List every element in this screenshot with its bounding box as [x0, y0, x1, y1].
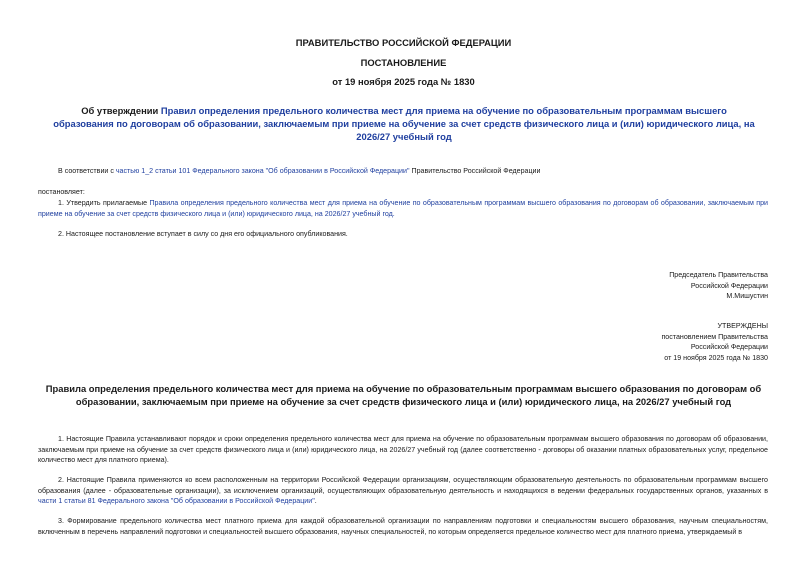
approval-country: Российской Федерации [690, 343, 768, 351]
signature-position: Председатель Правительства [669, 271, 768, 279]
title-prefix: Об утверждении [81, 105, 161, 116]
signature-name: М.Мишустин [726, 292, 768, 300]
approval-heading: УТВЕРЖДЕНЫ [717, 322, 768, 330]
approval-by: постановлением Правительства [661, 332, 768, 341]
law-article-81-link[interactable]: части 1 статьи 81 Федерального закона "Об образовании в Российской Федерации" [38, 497, 315, 505]
signature-block [669, 270, 768, 302]
document-type: ПОСТАНОВЛЕНИЕ [360, 57, 447, 68]
item-1 [38, 198, 768, 219]
resolves-text: постановляет: [38, 188, 85, 196]
government-heading: ПРАВИТЕЛЬСТВО РОССИЙСКОЙ ФЕДЕРАЦИИ [295, 37, 512, 48]
document-date-number: от 19 ноября 2025 года № 1830 [332, 76, 475, 87]
rules-paragraph-2-text: 2. Настоящие Правила применяются ко всем расположенным на территории Российской Федерации организациям, осуществляющим образовательную деятельность по образовательным программам высшего образования (далее - образовательные организации), за исключением организаций, осуществляющих образовательную деятельность и находящихся в ведении федеральных государственных органов, указанных в [38, 476, 768, 495]
law-article-link[interactable]: частью 1_2 статьи 101 Федерального закона "Об образовании в Российской Федерации" [115, 167, 410, 175]
rules-paragraph-2-tail: . [314, 497, 317, 505]
rules-paragraph-1: 1. Настоящие Правила устанавливают порядок и сроки определения предельного количества мест для приема на обучение по образовательным программам высшего образования по договорам об образовании, заключаемым при приеме на обучение за счет средств физического лица и (или) юридического лица, на 2026/27 учебный год (далее соответственно - договоры об оказании платных образовательных услуг, предельное количество мест для платного приема). [38, 435, 768, 464]
rules-heading: Правила определения предельного количества мест для приема на обучение по образовательным программам высшего образования по договорам об образовании, заключаемым при приеме на обучение за счет средств физического лица и (или) юридического лица, на 2026/27 учебный год [45, 383, 762, 407]
preamble-tail: Правительство Российской Федерации [409, 167, 541, 175]
item-2: 2. Настоящее постановление вступает в силу со дня его официального опубликования. [58, 230, 348, 238]
preamble-text: В соответствии с [58, 167, 116, 175]
signature-country: Российской Федерации [690, 281, 768, 290]
item-1-text: 1. Утвердить прилагаемые [58, 199, 150, 207]
rules-title-link[interactable]: Правил определения предельного количества мест для приема на обучение по образовательным программам высшего образования по договорам об образовании, заключаемым при приеме на обучение за счет средств физического лица и (или) юридического лица, на 2026/27 учебный год [53, 105, 755, 142]
rules-paragraph-2 [38, 475, 768, 507]
preamble [38, 166, 768, 177]
approval-date: от 19 ноября 2025 года № 1830 [664, 353, 768, 362]
rules-link[interactable]: Правила определения предельного количества мест для приема на обучение по образовательным программам высшего образования по договорам об образовании, заключаемым при приеме на обучение за счет средств физического лица и (или) юридического лица, на 2026/27 учебный год. [38, 199, 769, 218]
document-title [50, 104, 758, 143]
rules-paragraph-3: 3. Формирование предельного количества мест платного приема для каждой образовательной организации по направлениям подготовки и специальностям высшего образования, научным специальностям, включенным в перечень направлений подготовки и специальностей высшего образования, научных специальностей, по которым определяется предельное количество мест для платного приема, утверждаемый в [38, 517, 768, 536]
approval-block [661, 321, 768, 363]
